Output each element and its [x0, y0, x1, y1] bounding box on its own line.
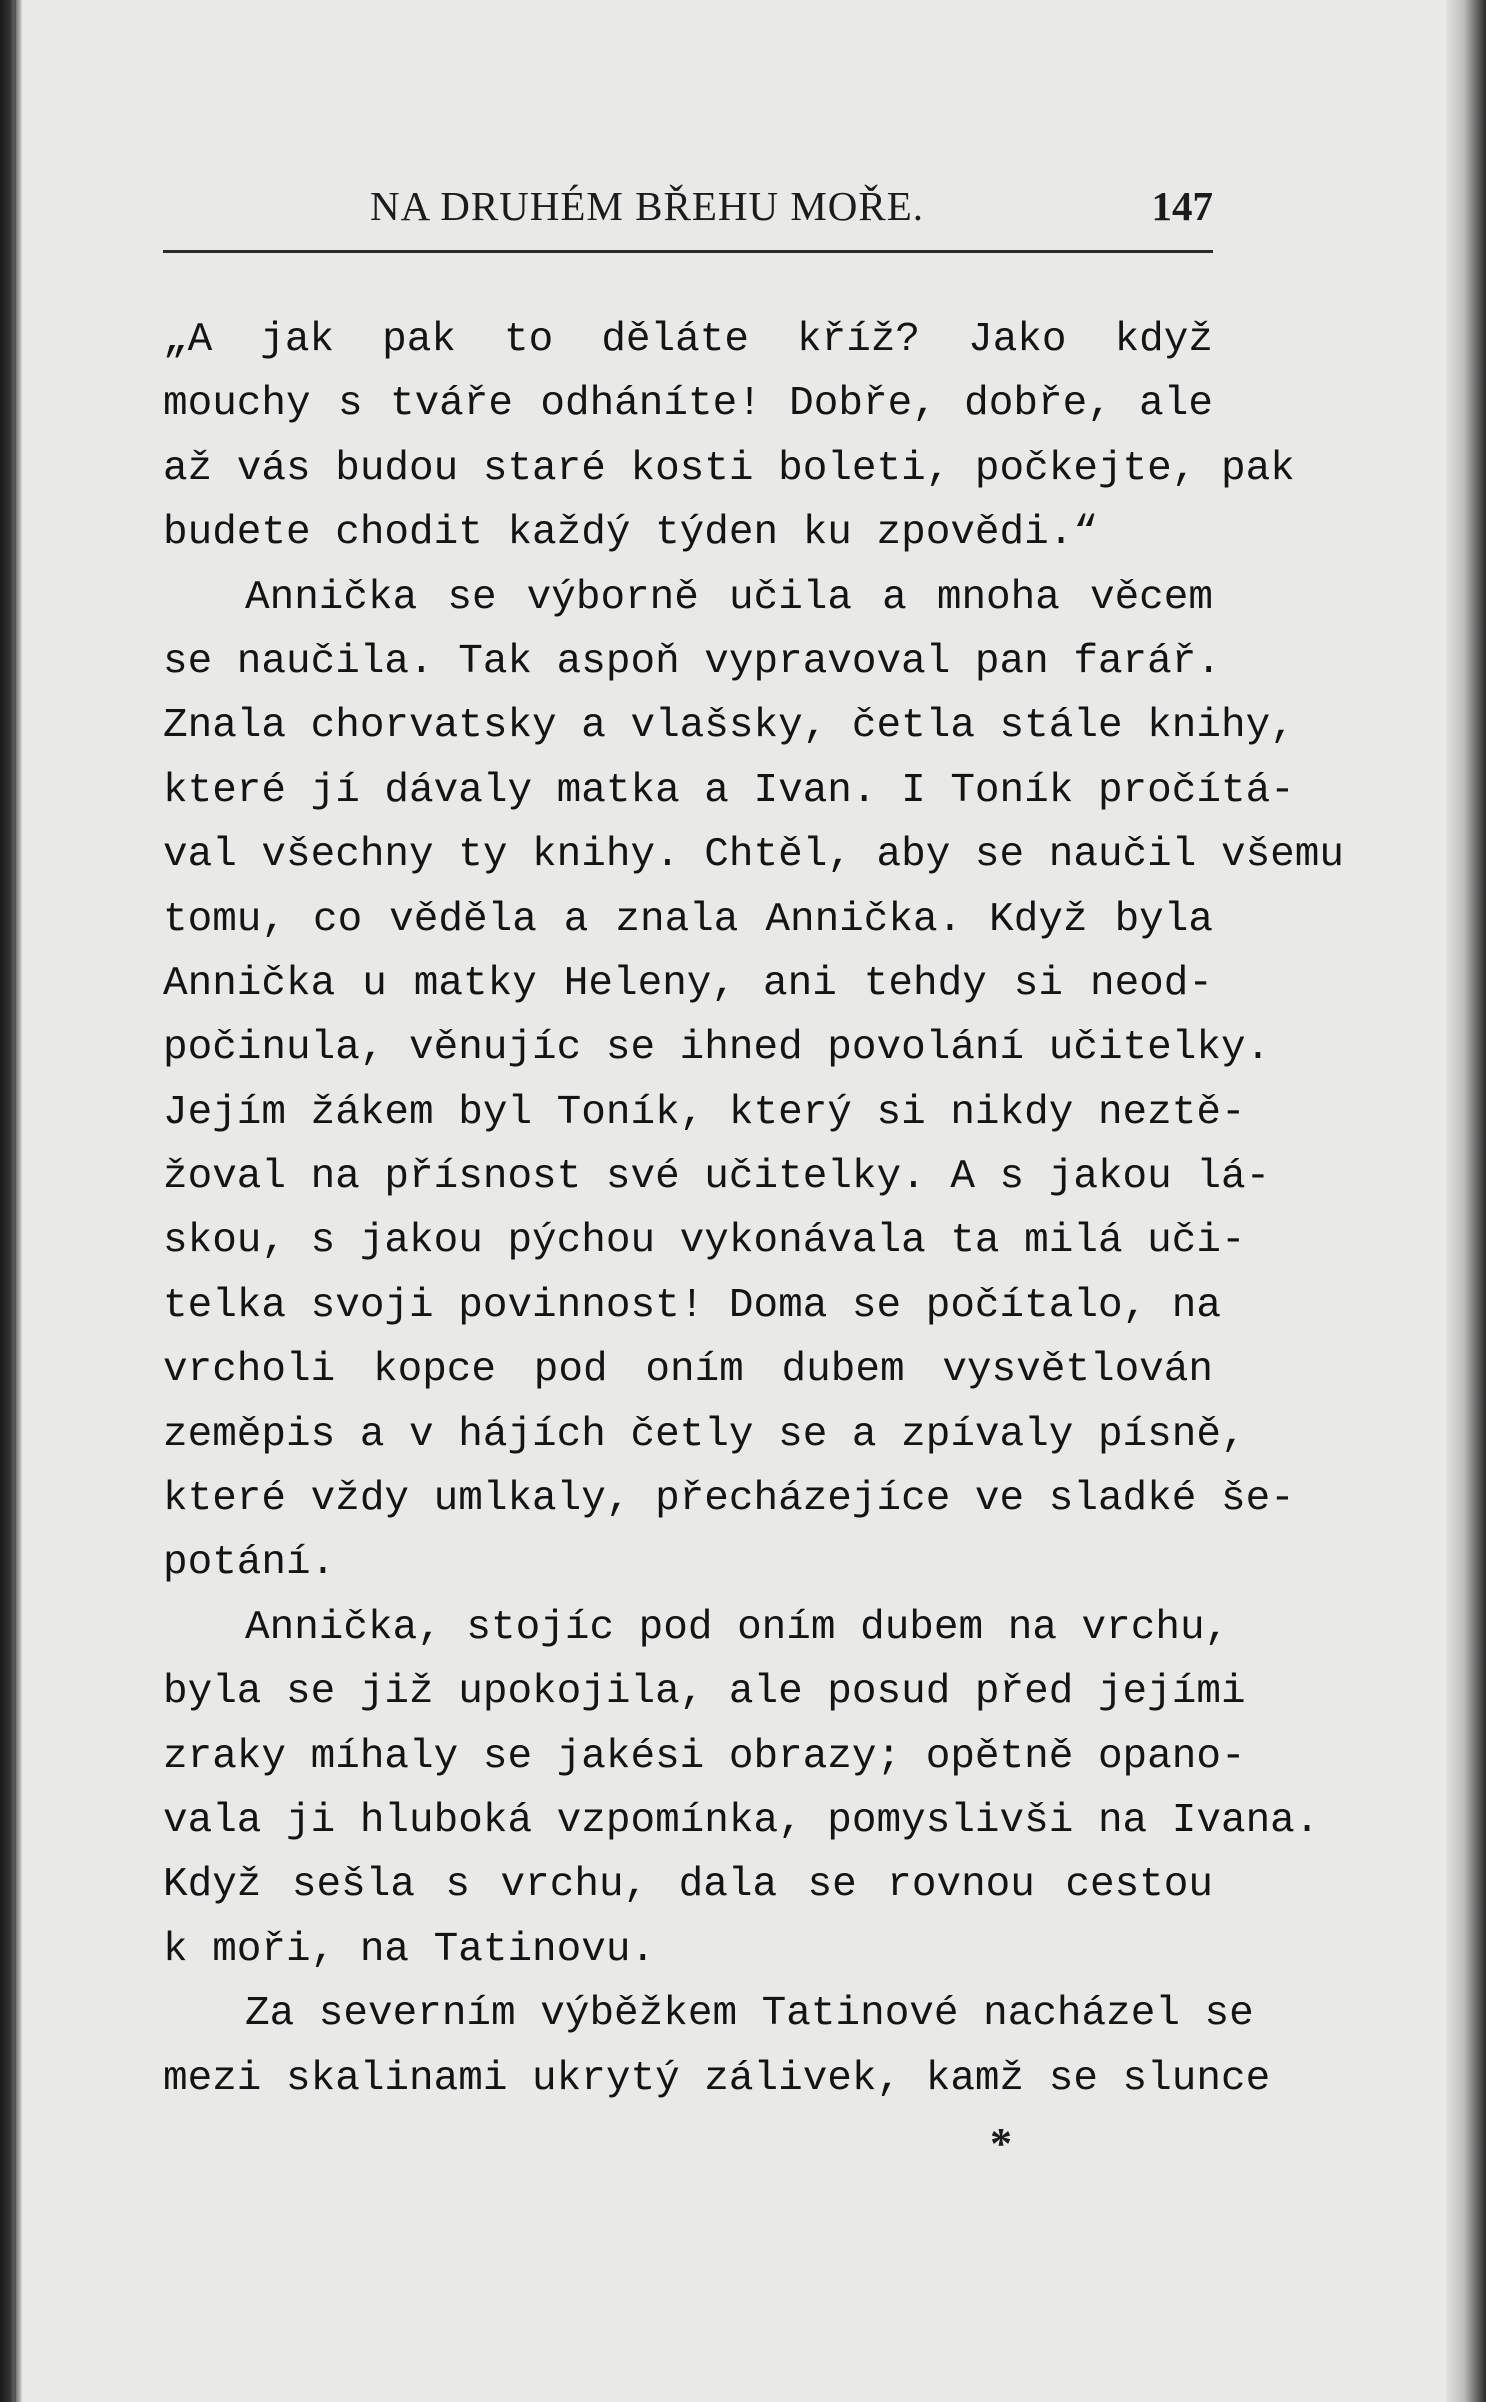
- text-line: Když sešla s vrchu, dala se rovnou cestou: [163, 1862, 1213, 1909]
- text-line: tomu, co věděla a znala Annička. Když byla: [163, 896, 1213, 943]
- text-line: až vás budou staré kosti boleti, počkejte, pak: [163, 445, 1295, 492]
- running-head-title: NA DRUHÉM BŘEHU MOŘE.: [370, 183, 925, 229]
- text-line: skou, s jakou pýchou vykonávala ta milá uči-: [163, 1218, 1246, 1265]
- gutter-line: [14, 0, 16, 2402]
- text-line: vala ji hluboká vzpomínka, pomyslivši na Ivana.: [163, 1797, 1320, 1844]
- signature-mark: *: [990, 2119, 1012, 2168]
- text-line: Jejím žákem byl Toník, který si nikdy neztě-: [163, 1089, 1246, 1136]
- text-line: které vždy umlkaly, přecházejíce ve sladké še-: [163, 1476, 1295, 1523]
- text-line: počinula, věnujíc se ihned povolání učitelky.: [163, 1025, 1271, 1072]
- text-line: Znala chorvatsky a vlašsky, četla stále knihy,: [163, 703, 1295, 750]
- text-line: val všechny ty knihy. Chtěl, aby se naučil všemu: [163, 832, 1344, 879]
- page-number: 147: [1151, 183, 1213, 229]
- text-line: zeměpis a v hájích četly se a zpívaly písně,: [163, 1411, 1246, 1458]
- text-line: telka svoji povinnost! Doma se počítalo, na: [163, 1282, 1221, 1329]
- text-line: mouchy s tváře odháníte! Dobře, dobře, ale: [163, 381, 1213, 428]
- text-line: Annička u matky Heleny, ani tehdy si neod-: [163, 960, 1213, 1007]
- running-head: [163, 182, 1213, 242]
- text-line: mezi skalinami ukrytý zálivek, kamž se slunce: [163, 2055, 1271, 2102]
- text-line: Annička, stojíc pod oním dubem na vrchu,: [245, 1604, 1230, 1651]
- text-line: potání.: [163, 1540, 336, 1587]
- body-text: [163, 308, 1344, 2111]
- text-line: byla se již upokojila, ale posud před jejími: [163, 1669, 1246, 1716]
- text-line: „A jak pak to děláte kříž? Jako když: [163, 317, 1213, 363]
- text-line: budete chodit každý týden ku zpovědi.“: [163, 510, 1098, 557]
- page-gutter-shadow: [0, 0, 22, 2402]
- text-line: se naučila. Tak aspoň vypravoval pan farář.: [163, 638, 1221, 685]
- text-line: které jí dávaly matka a Ivan. I Toník pročítá-: [163, 767, 1295, 814]
- text-line: k moři, na Tatinovu.: [163, 1926, 656, 1973]
- page-edge-shadow: [1446, 0, 1486, 2402]
- text-line: zraky míhaly se jakési obrazy; opětně opano-: [163, 1733, 1246, 1780]
- text-line: Za severním výběžkem Tatinové nacházel se: [245, 1991, 1254, 2038]
- text-line: žoval na přísnost své učitelky. A s jakou lá-: [163, 1154, 1271, 1201]
- text-line: vrcholi kopce pod oním dubem vysvětlován: [163, 1347, 1213, 1394]
- text-line: Annička se výborně učila a mnoha věcem: [245, 574, 1213, 621]
- header-rule: [163, 250, 1213, 253]
